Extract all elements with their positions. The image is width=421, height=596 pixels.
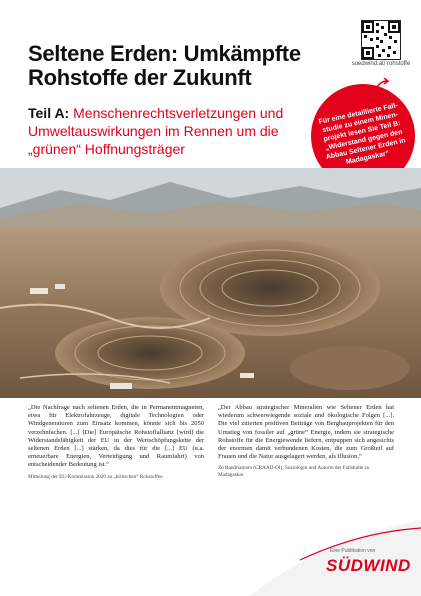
case-study-badge: Für eine detaillierte Fall- studie zu einem Minen- projekt lesen Sie Teil B: „Widerstand gegen den Abbau Seltener Erden in Madagaskar“ [301, 74, 421, 197]
quote-text: „Die Nachfrage nach seltenen Erden, die in Permanentmagneten, etwa für Elektrofahrzeuge, digitale Technologien oder Windgeneratoren zum Einsatz kommen, könnte sich bis 2050 verzehnfachen. [...] [Die] Europäische Rohstoffallianz [wird] die Widerstandsfähigkeit der EU in der Wertschöpfungskette der seltenen Erden [...] stärken, da dies für die [...] EU (u.a. erneuerbare Energien, Verteidigung und Raumfahrt) von entscheidender Bedeutung ist.“ [28, 404, 204, 469]
subtitle-text: Menschenrechtsverletzungen und Umweltauswirkungen im Rennen um die „grünen“ Hoffnungsträger [28, 105, 284, 157]
subtitle-prefix: Teil A: [28, 105, 70, 121]
suedwind-logo[interactable]: SÜDWIND [326, 556, 411, 575]
quote-source: Mitteilung der EU-Kommission 2020 zu „kritischen“ Rohstoffen [28, 473, 163, 480]
qr-caption: suedwind.at/ rohstoffe [351, 61, 411, 67]
publisher-label: Eine Publikation von [330, 548, 376, 554]
page-title: Seltene Erden: Umkämpfte Rohstoffe der Zukunft [28, 41, 301, 90]
quote-text: „Der Abbau strategischer Mineralien wie Seltener Erden hat wiederum schwerwiegende soziale und ökologische Folgen [...]. Die viel zitierten positiven Beiträge von Bergbauprojekten für den Umstieg von fossiler auf „grüne“ Energie, indem sie strategische Rohstoffe für die Energiewende liefern, entpuppen sich angesichts der enormen damit verbundenen Kosten, die zum Großteil auf Frauen und die Natur ausgelagert werden, als Illusion.“ [218, 404, 394, 461]
quote-source: Zo Randriamaro (CRAAD-OI), Soziologin und Autorin der Fallstudie zu Madagaskar [218, 465, 370, 479]
